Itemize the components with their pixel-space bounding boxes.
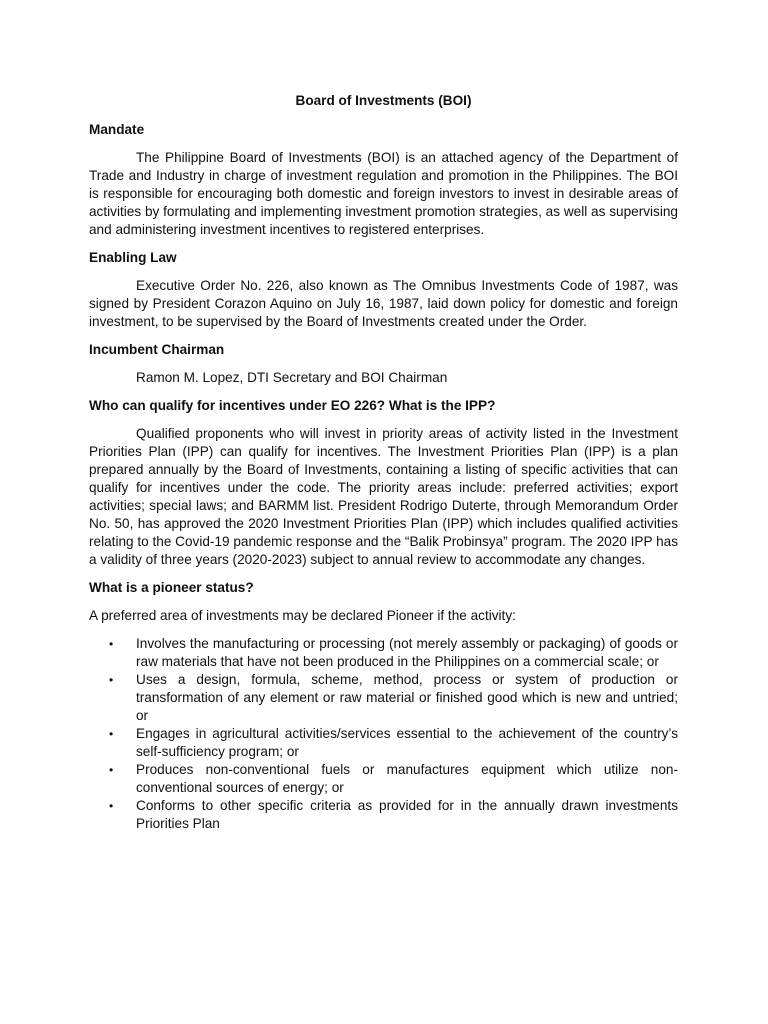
list-item <box>89 725 678 761</box>
list-item <box>89 797 678 833</box>
section-heading-enabling-law: Enabling Law <box>89 250 177 265</box>
document-title: Board of Investments (BOI) <box>295 93 472 108</box>
paragraph-pioneer-intro: A preferred area of investments may be declared Pioneer if the activity: <box>89 608 516 623</box>
paragraph-mandate: The Philippine Board of Investments (BOI) is an attached agency of the Department of Trade and Industry in charge of investment regulation and promotion in the Philippines. The BOI is responsible for encouraging both domestic and foreign investors to invest in desirable areas of activities by formulating and implementing investment promotion strategies, as well as supervising and administering investment incentives to registered enterprises. <box>89 150 678 237</box>
paragraph-incumbent-chairman: Ramon M. Lopez, DTI Secretary and BOI Chairman <box>136 370 448 385</box>
bullet-icon: • <box>109 637 114 651</box>
list-item <box>89 635 678 671</box>
paragraph-qualify: Qualified proponents who will invest in priority areas of activity listed in the Investment Priorities Plan (IPP) can qualify for incentives. The Investment Priorities Plan (IPP) is a plan prepared annually by the Board of Investments, containing a listing of specific activities that can qualify for incentives under the code. The priority areas include: preferred activities; export activities; special laws; and BARMM list. President Rodrigo Duterte, through Memorandum Order No. 50, has approved the 2020 Investment Priorities Plan (IPP) which includes qualified activities relating to the Covid-19 pandemic response and the “Balik Probinsya” program. The 2020 IPP has a validity of three years (2020-2023) subject to annual review to accommodate any changes. <box>89 426 678 567</box>
list-item-text: Uses a design, formula, scheme, method, process or system of production or transformation of any element or raw material or finished good which is new and untried; or <box>136 672 678 723</box>
bullet-icon: • <box>109 673 114 687</box>
list-item-text: Involves the manufacturing or processing (not merely assembly or packaging) of goods or raw materials that have not been produced in the Philippines on a commercial scale; or <box>136 636 678 669</box>
section-heading-qualify: Who can qualify for incentives under EO 226? What is the IPP? <box>89 398 496 413</box>
section-heading-incumbent-chairman: Incumbent Chairman <box>89 342 225 357</box>
section-heading-pioneer: What is a pioneer status? <box>89 580 254 595</box>
pioneer-criteria-list <box>89 635 678 833</box>
bullet-icon: • <box>109 727 114 741</box>
paragraph-enabling-law: Executive Order No. 226, also known as The Omnibus Investments Code of 1987, was signed by President Corazon Aquino on July 16, 1987, laid down policy for domestic and foreign investment, to be supervised by the Board of Investments created under the Order. <box>89 278 678 329</box>
list-item <box>89 671 678 725</box>
section-heading-mandate: Mandate <box>89 122 145 137</box>
list-item-text: Conforms to other specific criteria as provided for in the annually drawn investments Priorities Plan <box>136 798 678 831</box>
document-page <box>89 92 678 833</box>
list-item <box>89 761 678 797</box>
bullet-icon: • <box>109 763 114 777</box>
list-item-text: Produces non-conventional fuels or manufactures equipment which utilize non-conventional sources of energy; or <box>136 762 678 795</box>
list-item-text: Engages in agricultural activities/services essential to the achievement of the country’s self-sufficiency program; or <box>136 726 678 759</box>
bullet-icon: • <box>109 799 114 813</box>
